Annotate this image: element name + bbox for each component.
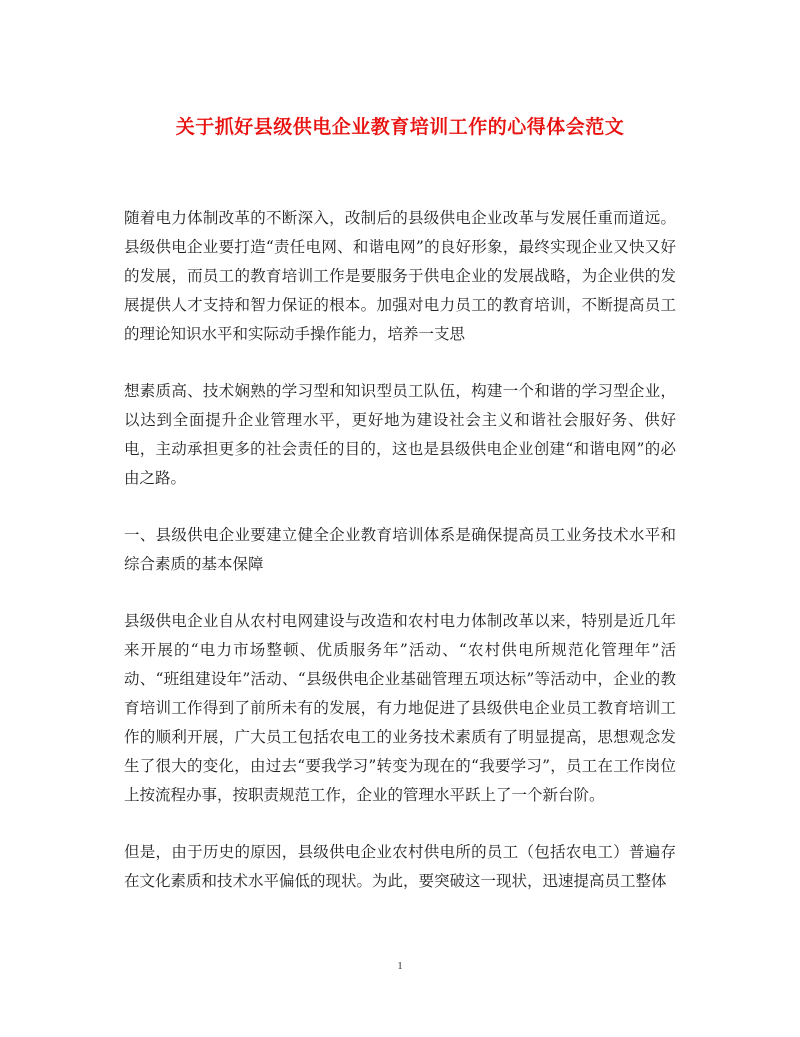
paragraph-continuation: 想素质高、技术娴熟的学习型和知识型员工队伍，构建一个和谐的学习型企业，以达到全面提升企业管理水平，更好地为建设社会主义和谐社会服好务、供好电，主动承担更多的社会责任的目的，这也是县级供电企业创建“和谐电网”的必由之路。	[124, 382, 676, 487]
document-body	[124, 204, 676, 896]
paragraph-however: 但是，由于历史的原因，县级供电企业农村供电所的员工（包括农电工）普遍存在文化素质和技术水平偏低的现状。为此，要突破这一现状，迅速提高员工整体	[124, 843, 676, 890]
page-number: 1	[397, 960, 403, 972]
document-title: 关于抓好县级供电企业教育培训工作的心得体会范文	[175, 116, 625, 138]
paragraph-section-1: 县级供电企业自从农村电网建设与改造和农村电力体制改革以来，特别是近几年来开展的“电力市场整顿、优质服务年”活动、“农村供电所规范化管理年”活动、“班组建设年”活动、“县级供电企业基础管理五项达标”等活动中，企业的教育培训工作得到了前所未有的发展，有力地促进了县级供电企业员工教育培训工作的顺利开展，广大员工包括农电工的业务技术素质有了明显提高，思想观念发生了很大的变化，由过去“要我学习”转变为现在的“我要学习”，员工在工作岗位上按流程办事，按职责规范工作，企业的管理水平跃上了一个新台阶。	[124, 612, 676, 804]
section-heading-1: 一、县级供电企业要建立健全企业教育培训体系是确保提高员工业务技术水平和综合素质的基本保障	[124, 526, 676, 573]
paragraph-intro: 随着电力体制改革的不断深入，改制后的县级供电企业改革与发展任重而道远。县级供电企业要打造“责任电网、和谐电网”的良好形象，最终实现企业又快又好的发展，而员工的教育培训工作是要服务于供电企业的发展战略，为企业供的发展提供人才支持和智力保证的根本。加强对电力员工的教育培训，不断提高员工的理论知识水平和实际动手操作能力，培养一支思	[124, 209, 676, 343]
